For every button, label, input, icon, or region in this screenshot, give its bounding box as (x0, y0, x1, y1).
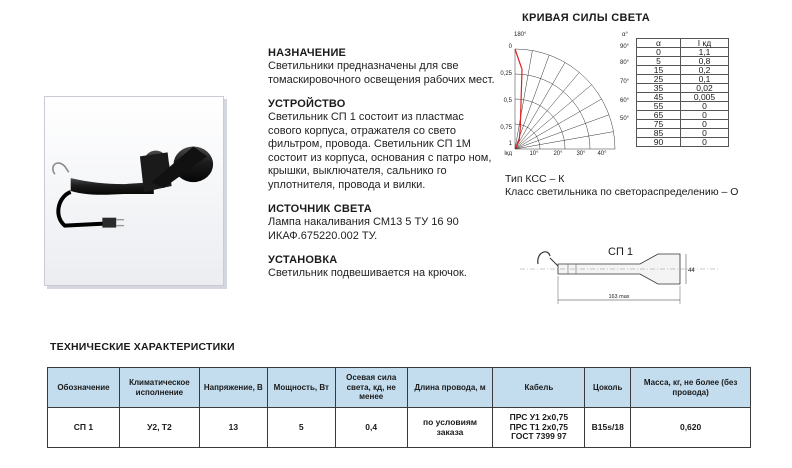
left-tick: 0,75 (500, 125, 512, 131)
left-tick: 0 (508, 44, 512, 50)
wire-length-cell: по условиям заказа (407, 408, 493, 448)
section-installation (268, 253, 500, 281)
angle-cell: 55 (637, 102, 681, 111)
specs-table (47, 367, 751, 448)
hook-icon (538, 252, 550, 264)
table-row (637, 120, 729, 129)
bottom-tick: 20° (553, 151, 563, 156)
specs-title: ТЕХНИЧЕСКИЕ ХАРАКТЕРИСТИКИ (50, 341, 235, 353)
table-row (637, 111, 729, 120)
table-row (637, 129, 729, 138)
column-header: Осевая сила света, кд, не менее (335, 368, 407, 408)
drawing-label: СП 1 (608, 246, 634, 258)
curve-title: КРИВАЯ СИЛЫ СВЕТА (522, 12, 650, 24)
section-light-source (268, 202, 500, 243)
light-distribution-class: Класс светильника по светораспределению – О (505, 186, 739, 198)
section-heading: УСТАНОВКА (268, 254, 338, 266)
section-text: Лампа накаливания СМ13 5 ТУ 16 90 ИКАФ.675220.002 ТУ. (268, 216, 459, 242)
right-tick: 60° (620, 98, 630, 104)
table-row (637, 75, 729, 84)
section-heading: УСТРОЙСТВО (268, 98, 346, 110)
table-header-row (48, 368, 751, 408)
section-text: Светильники предназначены для све томаскировочного освещения рабочих мест. (268, 60, 495, 86)
section-text: Светильник подвешивается на крючок. (268, 267, 467, 279)
column-header: Длина провода, м (407, 368, 493, 408)
polar-chart (498, 28, 638, 156)
intensity-cell: 0,02 (681, 84, 729, 93)
cable-line: ПРС Т1 2х0,75 (509, 421, 569, 432)
left-tick: 0,25 (500, 71, 512, 77)
right-tick: 50° (620, 116, 630, 122)
angle-cell: 0 (637, 48, 681, 57)
table-row (637, 66, 729, 75)
intensity-cell: 0 (681, 120, 729, 129)
hook-icon (53, 163, 69, 174)
angle-cell: 90 (637, 138, 681, 147)
angle-cell: 35 (637, 84, 681, 93)
cable-line: ГОСТ 7399 97 (511, 431, 567, 442)
description-sections (268, 46, 500, 291)
column-header: α (637, 39, 681, 48)
lamp-image (45, 97, 223, 285)
mass-cell: 0,620 (631, 408, 751, 448)
table-row (637, 93, 729, 102)
intensity-cell: 0,8 (681, 57, 729, 66)
base-cell: B15s/18 (585, 408, 631, 448)
table-row (637, 102, 729, 111)
table-row (637, 138, 729, 147)
alpha-label: α° (622, 32, 628, 38)
intensity-cell: 0 (681, 129, 729, 138)
column-header: Напряжение, В (199, 368, 267, 408)
classification (505, 173, 738, 199)
section-heading: НАЗНАЧЕНИЕ (268, 47, 347, 59)
intensity-table (636, 38, 729, 147)
table-row (48, 408, 751, 448)
right-tick: 90° (620, 44, 630, 50)
intensity-cell: 0 (681, 111, 729, 120)
length-dimension: 163 max (608, 294, 630, 300)
intensity-cell: 0,005 (681, 93, 729, 102)
bottom-tick: 10° (529, 151, 539, 156)
column-header: Цоколь (585, 368, 631, 408)
angle-cell: 25 (637, 75, 681, 84)
table-row (637, 48, 729, 57)
section-purpose (268, 46, 500, 87)
angle-cell: 15 (637, 66, 681, 75)
bottom-tick: 30° (576, 151, 586, 156)
intensity-cell: 0 (681, 102, 729, 111)
right-tick: 80° (620, 60, 630, 66)
climate-cell: У2, Т2 (119, 408, 199, 448)
product-photo (44, 96, 224, 286)
power-cell: 5 (267, 408, 335, 448)
cable-cell (493, 408, 585, 448)
diameter-dimension: 44 (688, 268, 695, 274)
left-tick: Iкд (504, 151, 512, 156)
column-header: Кабель (493, 368, 585, 408)
intensity-cell: 0,4 (335, 408, 407, 448)
angle-cell: 85 (637, 129, 681, 138)
column-header: Масса, кг, не более (без провода) (631, 368, 751, 408)
angle-cell: 5 (637, 57, 681, 66)
column-header: I кд (681, 39, 729, 48)
left-tick: 1 (508, 141, 512, 147)
table-header-row (637, 39, 729, 48)
angle-cell: 75 (637, 120, 681, 129)
cable-line: ПРС У1 2х0,75 (509, 412, 569, 423)
section-construction (268, 97, 500, 192)
angle-cell: 45 (637, 93, 681, 102)
section-heading: ИСТОЧНИК СВЕТА (268, 203, 372, 215)
designation-cell: СП 1 (48, 408, 120, 448)
bottom-tick: 40° (597, 151, 607, 156)
intensity-cell: 0,2 (681, 66, 729, 75)
kss-type: Тип КСС – К (505, 173, 565, 185)
column-header: Мощность, Вт (267, 368, 335, 408)
voltage-cell: 13 (199, 408, 267, 448)
left-tick: 0,5 (503, 98, 512, 104)
table-row (637, 57, 729, 66)
column-header: Обозначение (48, 368, 120, 408)
intensity-cell: 0,1 (681, 75, 729, 84)
right-tick: 70° (620, 79, 630, 85)
intensity-cell: 1,1 (681, 48, 729, 57)
section-text: Светильник СП 1 состоит из пластмас сового корпуса, отражателя со свето фильтром, провода. Светильник СП 1М состоит из корпуса, основания с патро ном, крышки, выключателя, сальнико го уплотнителя, провода и вилки. (268, 111, 492, 191)
intensity-cell: 0 (681, 138, 729, 147)
top-angle-label: 180° (514, 32, 527, 38)
column-header: Климатическое исполнение (119, 368, 199, 408)
angle-cell: 65 (637, 111, 681, 120)
